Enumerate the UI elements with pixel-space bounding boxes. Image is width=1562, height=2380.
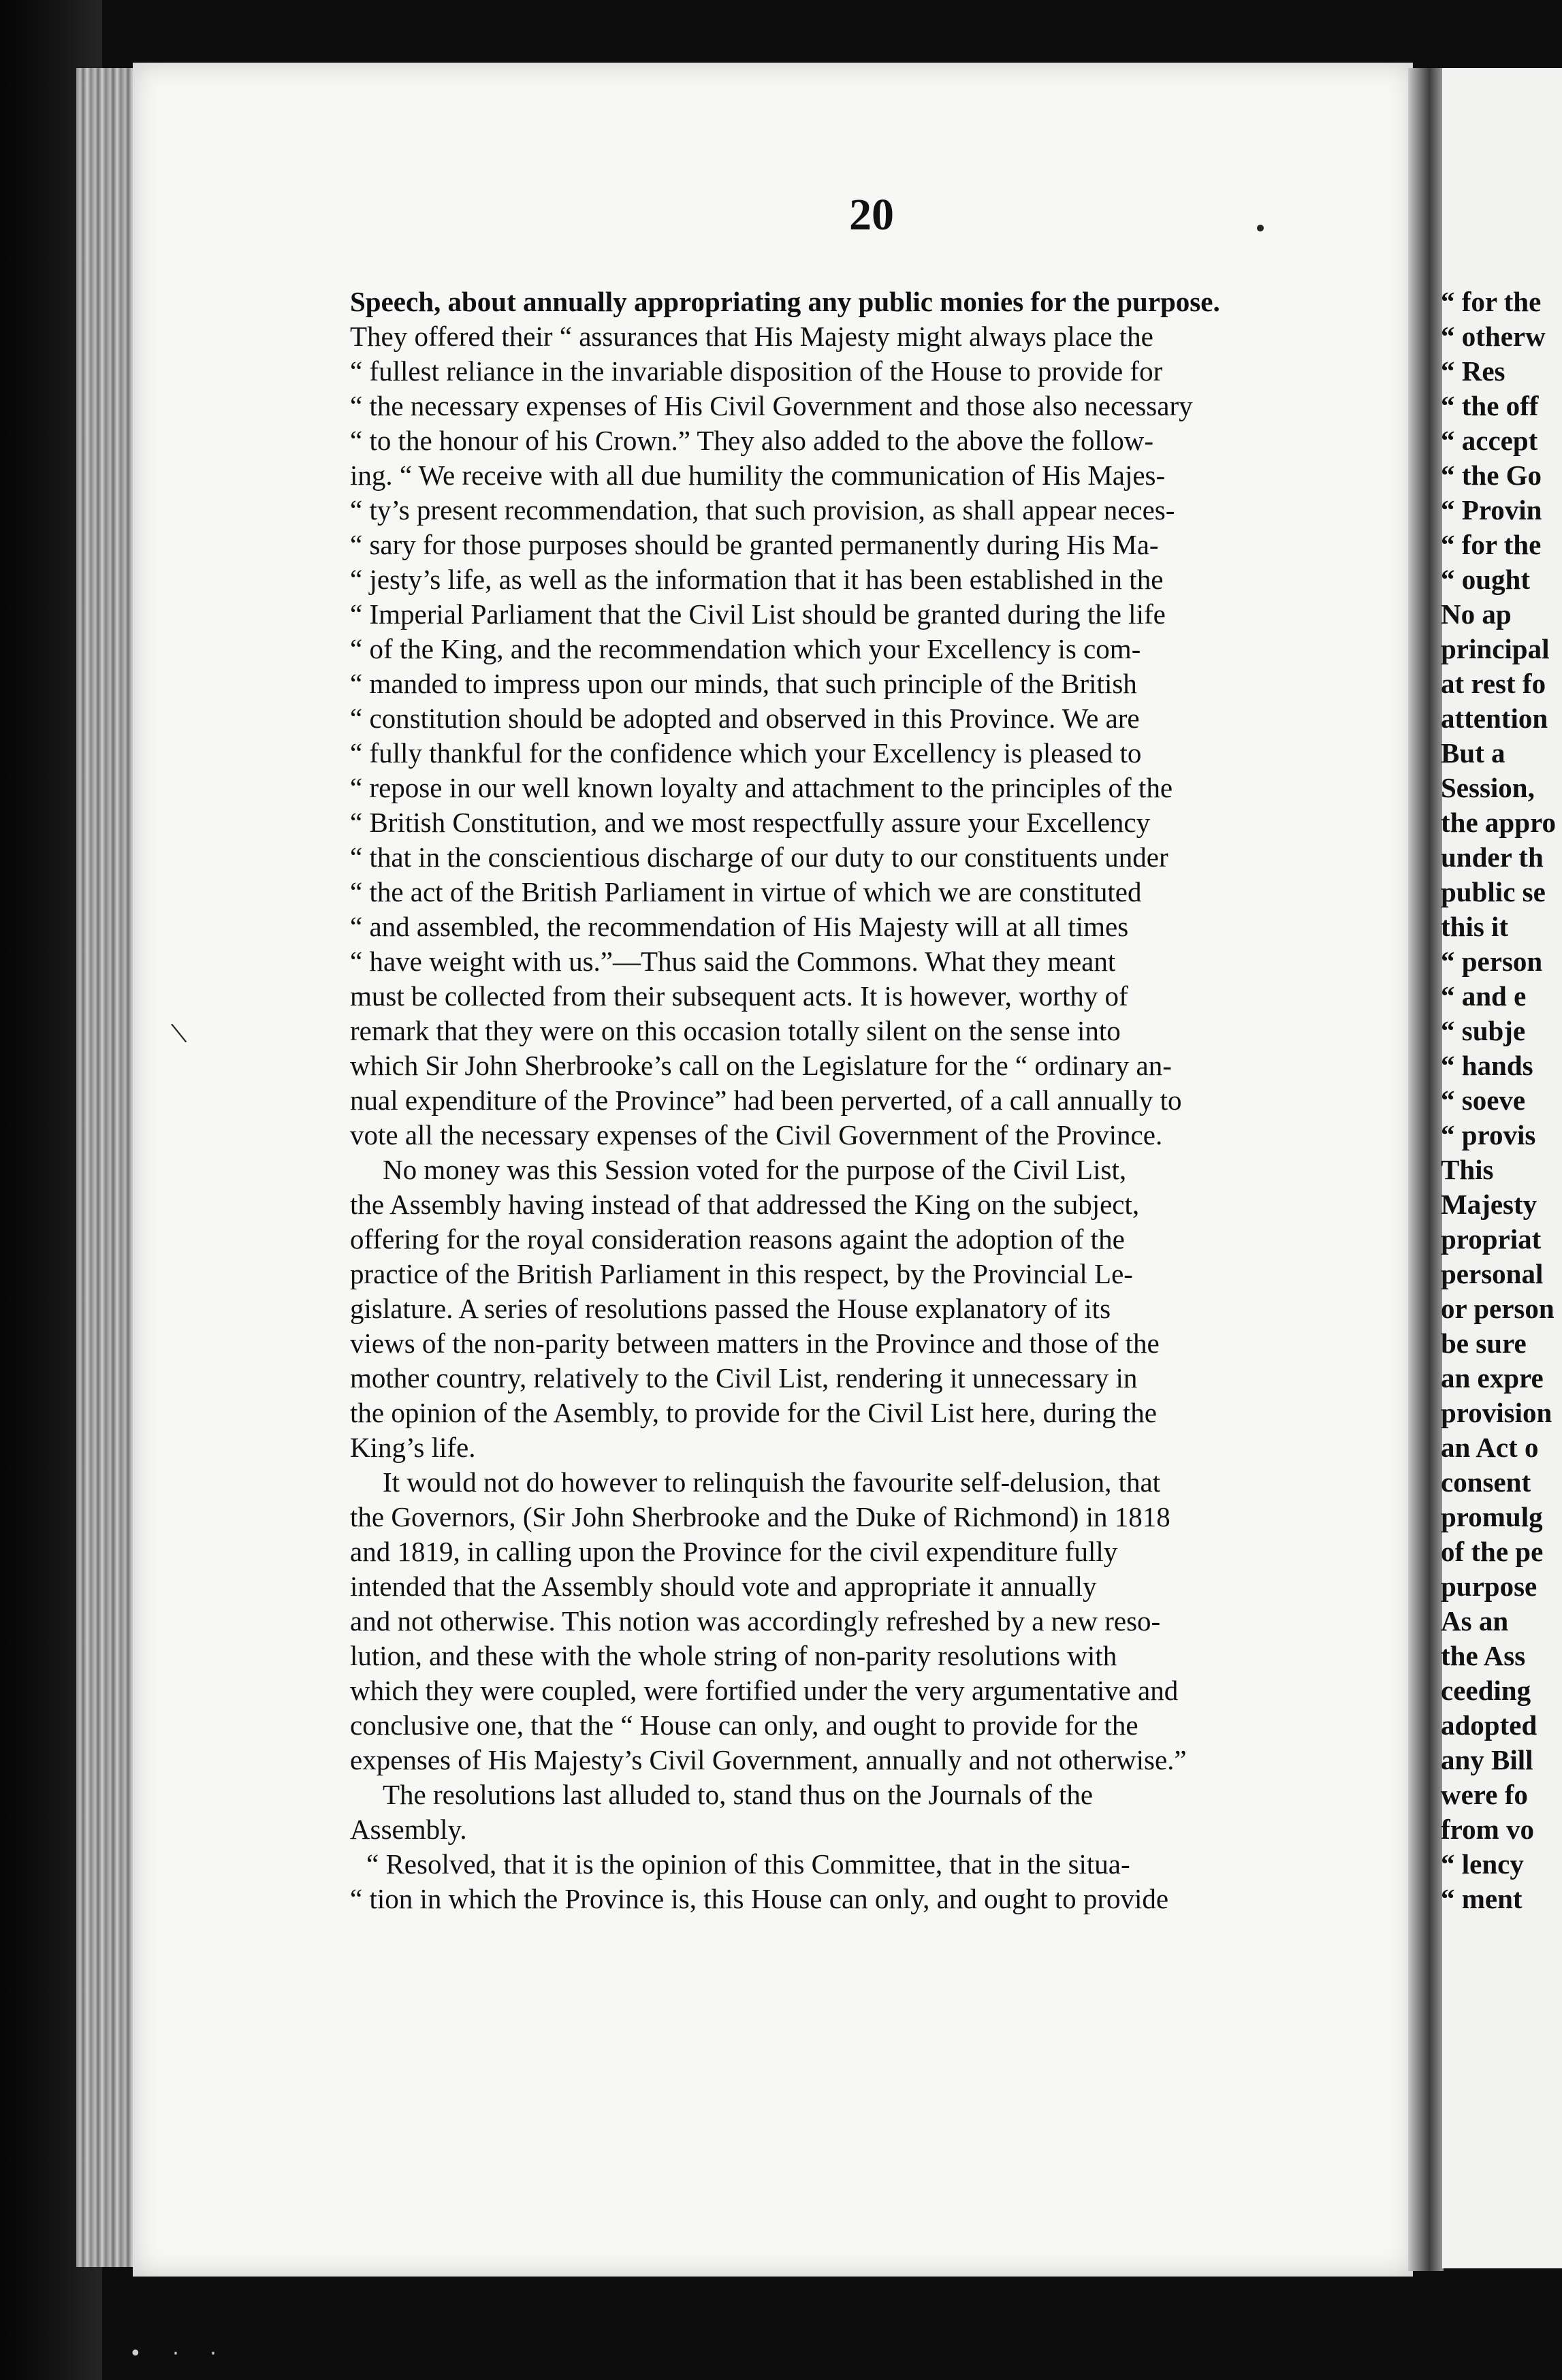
text-line: the Assembly having instead of that addressed the King on the subject,	[350, 1189, 1140, 1220]
text-line: “ fully thankful for the confidence which your Excellency is pleased to	[350, 737, 1142, 769]
text-line: and not otherwise. This notion was accordingly refreshed by a new reso-	[350, 1605, 1161, 1637]
facing-text-line: provision	[1441, 1397, 1552, 1428]
text-line: “ manded to impress upon our minds, that such principle of the British	[350, 668, 1137, 699]
text-line: “ jesty’s life, as well as the information that it has been established in the	[350, 564, 1164, 595]
facing-text-line: “ otherw	[1441, 321, 1546, 352]
facing-text-line: an expre	[1441, 1362, 1544, 1394]
text-line: No money was this Session voted for the purpose of the Civil List,	[383, 1154, 1127, 1185]
facing-text-line: “ the Go	[1441, 460, 1542, 491]
text-line: “ tion in which the Province is, this House can only, and ought to provide	[350, 1883, 1169, 1914]
text-line: remark that they were on this occasion totally silent on the sense into	[350, 1015, 1121, 1046]
text-line: the Governors, (Sir John Sherbrooke and the Duke of Richmond) in 1818	[350, 1501, 1170, 1532]
text-line: Assembly.	[350, 1814, 467, 1845]
text-line: “ the act of the British Parliament in virtue of which we are constituted	[350, 876, 1142, 907]
facing-text-line: attention	[1441, 703, 1548, 734]
facing-text-line: public se	[1441, 876, 1546, 907]
facing-text-line: at rest fo	[1441, 668, 1546, 699]
text-line: the opinion of the Asembly, to provide for the Civil List here, during the	[350, 1397, 1157, 1428]
facing-text-line: ceeding	[1441, 1675, 1531, 1706]
text-line: views of the non-parity between matters in the Province and those of the	[350, 1328, 1160, 1359]
main-text-column	[350, 285, 1405, 1916]
text-line: “ the necessary expenses of His Civil Government and those also necessary	[350, 390, 1193, 421]
text-line: “ ty’s present recommendation, that such provision, as shall appear neces-	[350, 494, 1175, 526]
text-line: which they were coupled, were fortified under the very argumentative and	[350, 1675, 1179, 1706]
facing-text-line: “ lency	[1441, 1848, 1524, 1880]
facing-text-line: the Ass	[1441, 1640, 1526, 1671]
facing-text-line: “ for the	[1441, 529, 1542, 560]
scan-noise: • · ·	[129, 2342, 229, 2366]
page-stack-edge	[76, 68, 138, 2267]
facing-text-line: or person	[1441, 1293, 1555, 1324]
facing-text-line: “ accept	[1441, 425, 1538, 456]
text-line: which Sir John Sherbrooke’s call on the Legislature for the “ ordinary an-	[350, 1050, 1172, 1081]
facing-text-line: be sure	[1441, 1328, 1527, 1359]
text-line: “ and assembled, the recommendation of His Majesty will at all times	[350, 911, 1129, 942]
text-line: lution, and these with the whole string of non-parity resolutions with	[350, 1640, 1117, 1671]
facing-text-line: But a	[1441, 737, 1505, 769]
facing-text-line: No ap	[1441, 598, 1512, 630]
text-line: gislature. A series of resolutions passed the House explanatory of its	[350, 1293, 1111, 1324]
facing-text-line: of the pe	[1441, 1536, 1544, 1567]
facing-text-line: personal	[1441, 1258, 1544, 1289]
facing-text-line: “ soeve	[1441, 1084, 1526, 1116]
text-line: conclusive one, that the “ House can only, and ought to provide for the	[350, 1709, 1138, 1741]
text-line: They offered their “ assurances that His Majesty might always place the	[350, 321, 1153, 352]
facing-text-line: “ Res	[1441, 355, 1505, 387]
text-line: “ constitution should be adopted and observed in this Province. We are	[350, 703, 1140, 734]
text-line: “ of the King, and the recommendation which your Excellency is com-	[350, 633, 1141, 664]
facing-text-line: promulg	[1441, 1501, 1543, 1532]
text-line: “ repose in our well known loyalty and attachment to the principles of the	[350, 772, 1173, 803]
text-line: “ to the honour of his Crown.” They also added to the above the follow-	[350, 425, 1153, 456]
facing-text-line: the appro	[1441, 807, 1556, 838]
facing-text-line: “ hands	[1441, 1050, 1533, 1081]
facing-text-line: Session,	[1441, 772, 1535, 803]
facing-text-line: “ ought	[1441, 564, 1531, 595]
facing-text-line: “ provis	[1441, 1119, 1536, 1151]
text-line: practice of the British Parliament in this respect, by the Provincial Le-	[350, 1258, 1133, 1289]
text-line: intended that the Assembly should vote and appropriate it annually	[350, 1571, 1097, 1602]
facing-page-text-column	[1441, 285, 1562, 1916]
facing-text-line: principal	[1441, 633, 1550, 664]
text-line: “ Resolved, that it is the opinion of this Committee, that in the situa-	[366, 1848, 1130, 1880]
facing-text-line: from vo	[1441, 1814, 1535, 1845]
text-line: vote all the necessary expenses of the Civil Government of the Province.	[350, 1119, 1163, 1151]
text-line: King’s life.	[350, 1432, 476, 1463]
facing-text-line: were fo	[1441, 1779, 1528, 1810]
facing-text-line: “ Provin	[1441, 494, 1542, 526]
text-line: and 1819, in calling upon the Province for the civil expenditure fully	[350, 1536, 1118, 1567]
facing-text-line: “ the off	[1441, 390, 1539, 421]
text-line: expenses of His Majesty’s Civil Government, annually and not otherwise.”	[350, 1744, 1187, 1775]
text-line: mother country, relatively to the Civil List, rendering it unnecessary in	[350, 1362, 1138, 1394]
text-line: nual expenditure of the Province” had been perverted, of a call annually to	[350, 1084, 1182, 1116]
stray-mark: \	[168, 1014, 190, 1052]
page-number: 20	[849, 190, 894, 240]
facing-text-line: any Bill	[1441, 1744, 1533, 1775]
text-line: “ that in the conscientious discharge of our duty to our constituents under	[350, 841, 1168, 873]
facing-text-line: an Act o	[1441, 1432, 1539, 1463]
facing-text-line: “ subje	[1441, 1015, 1526, 1046]
text-line: “ British Constitution, and we most respectfully assure your Excellency	[350, 807, 1151, 838]
text-line: “ have weight with us.”—Thus said the Commons. What they meant	[350, 946, 1116, 977]
text-line: “ sary for those purposes should be granted permanently during His Ma-	[350, 529, 1159, 560]
text-line: “ fullest reliance in the invariable disposition of the House to provide for	[350, 355, 1163, 387]
text-line: “ Imperial Parliament that the Civil List should be granted during the life	[350, 598, 1166, 630]
facing-text-line: As an	[1441, 1605, 1509, 1637]
text-line: Speech, about annually appropriating any public monies for the purpose.	[350, 286, 1220, 317]
facing-text-line: purpose	[1441, 1571, 1537, 1602]
facing-text-line: “ and e	[1441, 980, 1527, 1012]
facing-text-line: consent	[1441, 1466, 1531, 1498]
facing-text-line: “ ment	[1441, 1883, 1523, 1914]
text-line: The resolutions last alluded to, stand thus on the Journals of the	[383, 1779, 1094, 1810]
facing-text-line: Majesty	[1441, 1189, 1537, 1220]
text-line: offering for the royal consideration reasons againt the adoption of the	[350, 1223, 1125, 1255]
text-line: It would not do however to relinquish the favourite self-delusion, that	[383, 1466, 1161, 1498]
facing-text-line: “ for the	[1441, 286, 1542, 317]
facing-text-line: “ person	[1441, 946, 1543, 977]
facing-text-line: adopted	[1441, 1709, 1537, 1741]
facing-text-line: This	[1441, 1154, 1494, 1185]
text-line: ing. “ We receive with all due humility the communication of His Majes-	[350, 460, 1166, 491]
facing-text-line: under th	[1441, 841, 1544, 873]
facing-text-line: propriat	[1441, 1223, 1542, 1255]
text-line: must be collected from their subsequent acts. It is however, worthy of	[350, 980, 1128, 1012]
book-gutter	[1408, 68, 1444, 2271]
facing-text-line: this it	[1441, 911, 1509, 942]
ink-dot	[1257, 225, 1264, 231]
